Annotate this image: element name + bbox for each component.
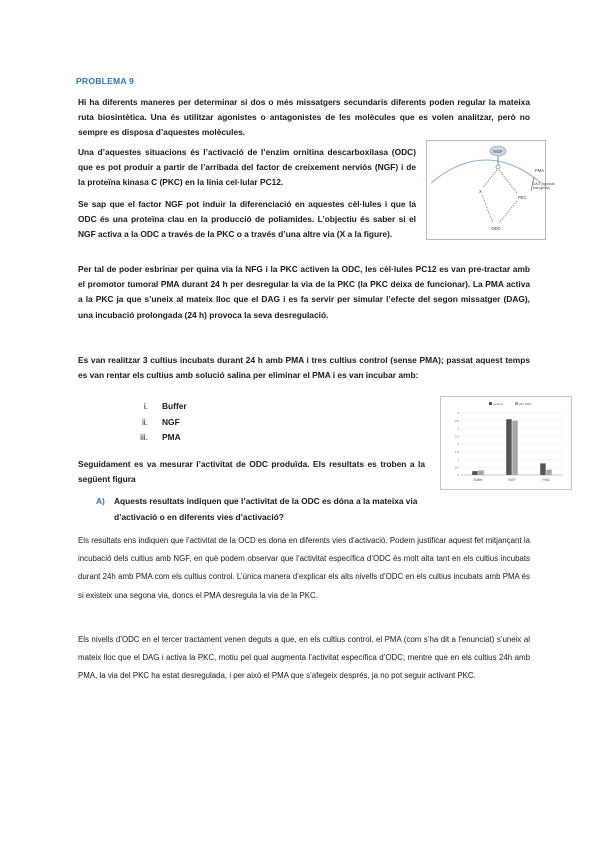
experiment-text-2: cultius incubats durant [147, 355, 246, 365]
cell-membrane [431, 160, 541, 183]
legend-swatch [489, 402, 492, 405]
y-tick-label: 0.5 [454, 465, 459, 470]
problem-title: PROBLEMA 9 [76, 76, 135, 86]
arrow-to-pkc [499, 170, 517, 193]
experiment-text-3: amb PMA i tres cultius control (sense PMA); passat aquest temps es van rentar els cultius amb solució salina per eliminar el PMA i es van incubar amb: [78, 355, 530, 381]
x-tick-label: Buffer [473, 478, 483, 482]
dag-note-1: DAG (agonista [533, 182, 555, 186]
question-letter: A) [96, 496, 105, 506]
context-paragraph [78, 145, 416, 191]
context-text: Una d’aquestes situacions és l’activació de l’enzim ornitina descarboxilasa (ODC) que es pot produir a partir de l’arribada del factor de creixement nerviós (NGF) i de la proteïna kinasa C (PKC) en la línia cel·lular [78, 147, 416, 188]
bar [546, 470, 552, 475]
x-to-odc [482, 195, 493, 223]
bar [512, 421, 518, 475]
method-time: 24 h [210, 279, 228, 290]
method-cellline: PC12 [415, 264, 437, 274]
bar [540, 463, 546, 475]
x-tick-label: PMA [542, 478, 550, 482]
experiment-paragraph [78, 353, 530, 383]
y-tick-label: 3 [457, 426, 459, 431]
receptor-node [496, 165, 500, 169]
chart-svg [441, 397, 571, 489]
y-tick-label: 3.5 [454, 418, 459, 423]
bar [478, 470, 484, 475]
y-tick-label: 2 [457, 442, 459, 446]
odc-label: ODC [491, 226, 501, 231]
x-tick-label: NGF [508, 478, 516, 482]
question-text: Aquests resultats indiquen que l’activitat de la ODC es dóna a la mateixa via d’activació o en diferents vies d’activació? [114, 496, 418, 522]
y-tick-label: 2.5 [454, 434, 459, 439]
odc-activity-chart [440, 396, 572, 490]
list-number: iii. [140, 432, 148, 442]
pathway-svg [427, 141, 555, 239]
method-text-1: Per tal de poder esbrinar per quina via la NFG i la PKC activen la ODC, les cèl·lules [78, 264, 416, 274]
experiment-text-1: Es van realitzar [78, 355, 143, 365]
list-label: PMA [162, 432, 181, 442]
bar [506, 419, 512, 475]
dag-note-2: estrogenat) [533, 186, 550, 190]
legend-label: Control [493, 402, 503, 406]
pkc-label: PKC [518, 195, 527, 200]
list-item [118, 417, 187, 433]
y-tick-label: 0 [457, 473, 459, 477]
list-number: ii. [141, 416, 148, 427]
intro-paragraph: Hi ha diferents maneres per determinar si dos o més missatgers secundaris diferents poden regular la mateixa ruta biosintètica. Una és utilitzar agonistes o antagonistes de les molècules que es volen analitzar, però no sempre es disposa d’aquestes molècules. [78, 97, 530, 138]
pathway-diagram [426, 140, 555, 240]
method-text-3: per desregular la via de la PKC (la PKC deixa de funcionar). La PMA activa a la PKC ja que s’uneix al mateix lloc que el DAG i es fa servir per simular l’efecte del segon missatger (DAG), una incubació prolongada (24 h) provoca la seva desregulació. [78, 279, 531, 320]
pkc-to-odc [499, 201, 517, 223]
question-a [96, 493, 426, 525]
y-tick-label: 1 [457, 457, 459, 462]
answer-paragraph-1: Els resultats ens indiquen que l’activitat de la OCD es dona en diferents vies d’activació. Podem justificar aquest fet mitjançant la incubació dels cultius amb NGF, en què podem observar que l’activitat específica d’ODC és molt alta tant en els cultius incubats durant 24h amb PMA com els cultius control. L’única manera d’explicar els alts nivells d’ODC en els cultius incubats amb PMA és si existeix una segona via, doncs el PMA desregula la via de la PKC. [78, 536, 530, 600]
arrow-to-x [483, 170, 497, 187]
x-label: X [479, 189, 482, 194]
objective-paragraph: Se sap que el factor NGF pot induir la diferenciació en aquestes cèl·lules i que la ODC és una proteïna clau en la producció de poliamides. L’objectiu és saber si el NGF activa a la ODC a través de la PKC o a través d’una altre via (X a la figure). [78, 199, 416, 240]
experiment-time: 24 h [245, 355, 263, 365]
ngf-label: NGF [493, 149, 503, 154]
legend-swatch [515, 402, 518, 405]
pma-label: PMA [535, 168, 545, 173]
experiment-count: 3 [142, 355, 148, 365]
bar [472, 471, 478, 475]
list-number: i. [143, 401, 148, 411]
results-intro: Seguidament es va mesurar l’activitat de ODC produïda. Els resultats es troben a la següent figura [78, 459, 425, 485]
list-item [118, 432, 187, 448]
treatment-list [118, 401, 187, 448]
answer-paragraph-2: Els nivells d’ODC en el tercer tractament venen deguts a que, en els cultius control, el PMA (com s’ha dit a l’enunciat) s’uneix al mateix lloc que el DAG i activa la PKC, motiu pel qual augmenta l’activitat específica d’ODC; mentre que en els cultius 24h amb PMA, la via del PKC ha estat desregulada, i per això el PMA que s’afegeix després, ja no pot seguir activant PKC. [78, 635, 530, 681]
list-label: NGF [162, 416, 180, 427]
y-tick-label: 1.5 [454, 449, 459, 454]
method-text-2: es van pre-tractar amb el promotor tumoral PMA durant [78, 264, 531, 290]
legend-label: 24h PMA [519, 402, 532, 406]
method-paragraph [78, 262, 530, 323]
list-item [118, 401, 187, 417]
y-tick-label: 4 [457, 411, 459, 415]
list-label: Buffer [162, 401, 187, 411]
cell-line-label: PC12. [259, 177, 284, 188]
